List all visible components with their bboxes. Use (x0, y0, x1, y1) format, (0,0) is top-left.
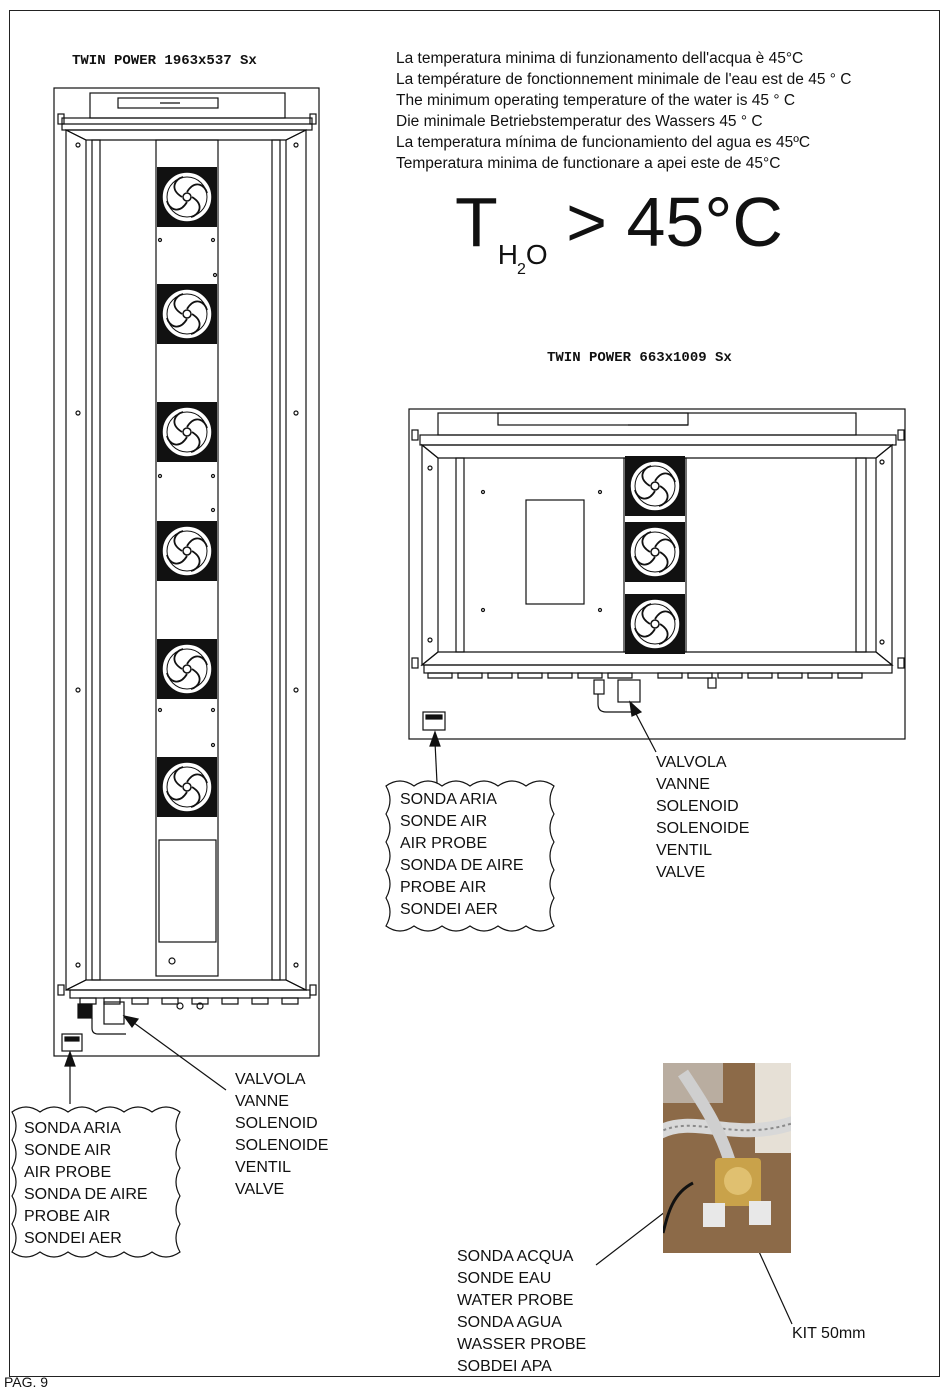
fan-icon (625, 522, 685, 582)
water-probe-label-fr: SONDE EAU (457, 1270, 552, 1287)
water-probe-label-en: WATER PROBE (457, 1292, 574, 1309)
air-probe-label-ro: SONDEI AER (24, 1230, 122, 1247)
fan-icon (157, 757, 217, 817)
formula-sub-2: 2 (517, 261, 526, 278)
note-en: The minimum operating temperature of the water is 45 ° C (396, 92, 796, 109)
air-probe-label-en: AIR PROBE (24, 1164, 112, 1181)
fan-icon (625, 456, 685, 516)
valve-label-fr: VANNE (656, 776, 710, 793)
large-unit-title: TWIN POWER 1963x537 Sx (72, 53, 257, 69)
small-unit-title: TWIN POWER 663x1009 Sx (547, 350, 732, 366)
small-valve-label (656, 752, 749, 884)
fan-icon (625, 594, 685, 654)
formula-relation: > 45°C (566, 183, 783, 261)
note-it: La temperatura minima di funzionamento dell'acqua è 45°C (396, 50, 804, 67)
air-probe-label-de: PROBE AIR (400, 879, 487, 896)
water-probe-photo (663, 1063, 791, 1253)
air-probe-label-it: SONDA ARIA (24, 1120, 121, 1137)
fan-icon (157, 402, 217, 462)
small-air-probe-label (400, 789, 524, 921)
air-probe-label-de: PROBE AIR (24, 1208, 111, 1225)
fan-icon (157, 284, 217, 344)
valve-label-ro: VALVE (235, 1181, 285, 1198)
valve-label-it: VALVOLA (235, 1071, 306, 1088)
note-fr: La température de fonctionnement minimale de l'eau est de 45 ° C (396, 71, 852, 88)
valve-label-fr: VANNE (235, 1093, 289, 1110)
fan-icon (157, 639, 217, 699)
valve-label-de: VENTIL (235, 1159, 292, 1176)
valve-label-es: SOLENOIDE (656, 820, 750, 837)
water-probe-label-es: SONDA AGUA (457, 1314, 562, 1331)
valve-label-es: SOLENOIDE (235, 1137, 329, 1154)
water-probe-label (457, 1246, 586, 1378)
water-probe-label-de: WASSER PROBE (457, 1336, 587, 1353)
valve-label-de: VENTIL (656, 842, 713, 859)
air-probe-label-ro: SONDEI AER (400, 901, 498, 918)
small-unit-callouts (430, 702, 656, 783)
air-probe-label-it: SONDA ARIA (400, 791, 497, 808)
fan-icon (157, 521, 217, 581)
air-probe-label-es: SONDA DE AIRE (400, 857, 524, 874)
small-unit-fans (625, 456, 685, 654)
valve-photo-illustration (663, 1063, 791, 1253)
fan-icon (157, 167, 217, 227)
formula-sub-o: O (525, 239, 547, 270)
formula-symbol: T (455, 183, 498, 261)
kit-label: KIT 50mm (792, 1325, 866, 1342)
note-ro: Temperatura minima de functionare a apei este de 45°C (396, 155, 781, 172)
air-probe-label-es: SONDA DE AIRE (24, 1186, 148, 1203)
valve-label-en: SOLENOID (235, 1115, 318, 1132)
note-de: Die minimale Betriebstemperatur des Wassers 45 ° C (396, 113, 763, 130)
large-air-probe-label (24, 1118, 148, 1250)
large-unit-fans (157, 167, 217, 817)
valve-label-ro: VALVE (656, 864, 706, 881)
large-valve-label (235, 1069, 328, 1201)
formula-sub-h: H (497, 239, 517, 270)
valve-label-en: SOLENOID (656, 798, 739, 815)
note-es: La temperatura mínima de funcionamiento del agua es 45ºC (396, 134, 811, 151)
water-probe-label-ro: SOBDEI APA (457, 1358, 552, 1375)
air-probe-label-en: AIR PROBE (400, 835, 488, 852)
water-probe-label-it: SONDA ACQUA (457, 1248, 574, 1265)
air-probe-label-fr: SONDE AIR (400, 813, 488, 830)
valve-label-it: VALVOLA (656, 754, 727, 771)
large-unit-callouts (65, 1016, 226, 1104)
air-probe-label-fr: SONDE AIR (24, 1142, 112, 1159)
page-number: PAG. 9 (4, 1374, 49, 1390)
